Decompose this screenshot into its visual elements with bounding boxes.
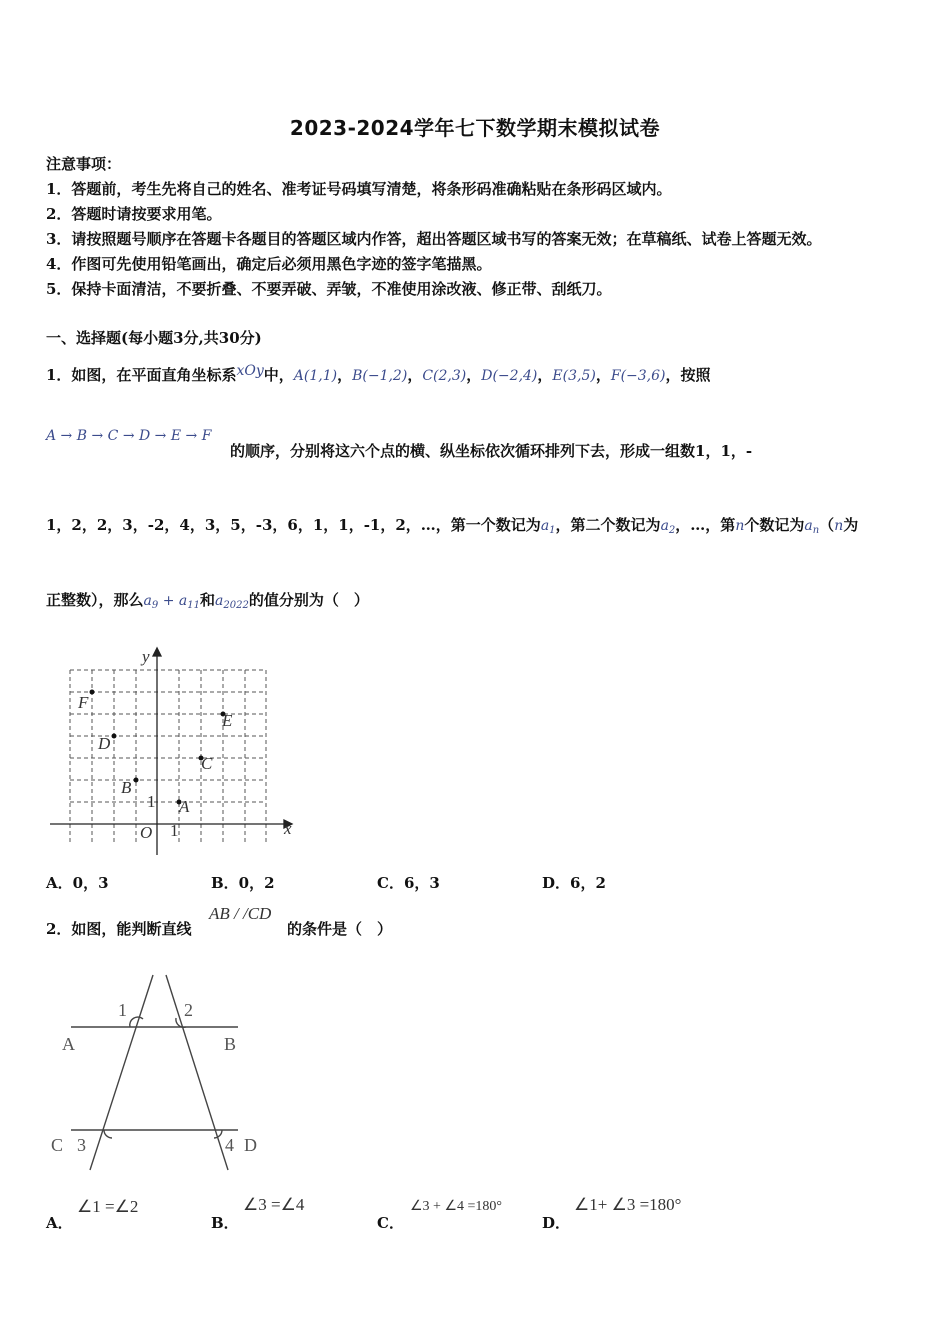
y-axis-arrow-icon bbox=[153, 648, 161, 656]
note-item: 3．请按照题号顺序在答题卡各题目的答题区域内作答，超出答题区域书写的答案无效；在草稿纸、试卷上答题无效。 bbox=[46, 230, 822, 248]
q1-a2-sub: 2 bbox=[668, 525, 676, 536]
q1-text: 个数记为 bbox=[744, 516, 805, 534]
q1-sep: ， bbox=[595, 366, 611, 384]
q1-coordinate-figure bbox=[40, 640, 310, 865]
label-F: F bbox=[78, 693, 89, 712]
label-D: D bbox=[98, 734, 111, 753]
q1-a11-sub: 11 bbox=[187, 600, 200, 611]
q1-n: n bbox=[834, 518, 844, 534]
q1-line-3 bbox=[46, 514, 858, 536]
q2-line-1: 2．如图，能判断直线 bbox=[46, 920, 192, 938]
angle-4-label: 4 bbox=[225, 1135, 234, 1155]
q2-expression: AB / /CD bbox=[209, 904, 272, 923]
label-C: C bbox=[201, 754, 213, 773]
x-axis-label: x bbox=[284, 819, 292, 838]
q2-option-d-expr: ∠1+ ∠3 =180° bbox=[574, 1195, 682, 1214]
q1-option-d[interactable]: D．6，2 bbox=[542, 874, 606, 892]
x-unit-label: 1 bbox=[170, 821, 179, 840]
section-heading: 一、选择题(每小题3分,共30分) bbox=[46, 329, 262, 347]
q2-option-c[interactable]: C． bbox=[377, 1214, 404, 1232]
q1-sep: ， bbox=[537, 366, 553, 384]
point-F bbox=[90, 690, 95, 695]
q1-line-4 bbox=[46, 589, 369, 611]
label-D: D bbox=[244, 1135, 257, 1155]
q1-option-c[interactable]: C．6，3 bbox=[377, 874, 440, 892]
q1-order-sequence: A → B → C → D → E → F bbox=[46, 428, 212, 444]
q1-a1: a bbox=[540, 518, 550, 534]
q2-option-c-expr: ∠3 + ∠4 =180° bbox=[410, 1199, 502, 1214]
q1-a9: a bbox=[143, 593, 152, 609]
q1-xoy: xOy bbox=[236, 363, 264, 379]
notes-heading: 注意事项： bbox=[46, 155, 122, 173]
page-title: 2023-2024学年七下数学期末模拟试卷 bbox=[289, 116, 661, 140]
q1-n: n bbox=[735, 518, 745, 534]
q2-option-d[interactable]: D． bbox=[542, 1214, 571, 1232]
note-item: 4．作图可先使用铅笔画出，确定后必须用黑色字迹的签字笔描黑。 bbox=[46, 255, 492, 273]
note-item: 1．答题前，考生先将自己的姓名、准考证号码填写清楚，将条形码准确粘贴在条形码区域内。 bbox=[46, 180, 672, 198]
transversal-right bbox=[166, 975, 228, 1170]
q1-point: F(−3,6) bbox=[610, 368, 666, 384]
q1-text: （ bbox=[819, 516, 835, 534]
q2-option-b-expr: ∠3 =∠4 bbox=[243, 1195, 305, 1214]
q1-point: E(3,5) bbox=[552, 368, 596, 384]
label-C: C bbox=[51, 1135, 64, 1155]
q1-text: 和 bbox=[199, 591, 215, 609]
q1-an-sub: n bbox=[812, 525, 820, 536]
q2-parallel-lines-figure bbox=[46, 970, 271, 1175]
q2-option-a-expr: ∠1 =∠2 bbox=[77, 1197, 139, 1216]
label-B: B bbox=[224, 1034, 237, 1054]
q1-an: a bbox=[804, 518, 813, 534]
q1-a1-sub: 1 bbox=[549, 525, 556, 536]
label-A: A bbox=[179, 797, 190, 816]
q1-a9-sub: 9 bbox=[151, 600, 159, 611]
q1-point: A(1,1) bbox=[293, 368, 338, 384]
label-E: E bbox=[222, 711, 233, 730]
q1-a2022-sub: 2022 bbox=[223, 600, 249, 611]
angle-3-label: 3 bbox=[77, 1135, 86, 1155]
q1-sep: ， bbox=[466, 366, 482, 384]
angle-2-label: 2 bbox=[184, 1000, 193, 1020]
point-D bbox=[112, 734, 117, 739]
q1-option-b[interactable]: B．0，2 bbox=[211, 874, 275, 892]
q1-line-2: 的顺序，分别将这六个点的横、纵坐标依次循环排列下去，形成一组数1，1，- bbox=[230, 442, 753, 460]
q1-text: 正整数），那么 bbox=[46, 591, 144, 609]
q1-text: ，按照 bbox=[665, 366, 711, 384]
q2-option-a[interactable]: A． bbox=[46, 1214, 73, 1232]
q1-plus: + bbox=[158, 593, 179, 609]
q1-line-1 bbox=[46, 363, 711, 385]
q1-a11: a bbox=[178, 593, 188, 609]
q1-text: 中， bbox=[263, 366, 294, 384]
label-B: B bbox=[121, 778, 132, 797]
q1-grid bbox=[70, 670, 266, 845]
q2-line-1-end: 的条件是（ ） bbox=[287, 920, 393, 938]
angle-1-label: 1 bbox=[118, 1000, 127, 1020]
q1-point: D(−2,4) bbox=[481, 368, 538, 384]
q1-sep: ， bbox=[407, 366, 423, 384]
q1-sep: ， bbox=[337, 366, 353, 384]
point-B bbox=[134, 778, 139, 783]
note-item: 5．保持卡面清洁，不要折叠、不要弄破、弄皱，不准使用涂改液、修正带、刮纸刀。 bbox=[46, 280, 612, 298]
angle-3-arc bbox=[104, 1130, 112, 1138]
q1-point: B(−1,2) bbox=[352, 368, 408, 384]
q1-a2022: a bbox=[215, 593, 224, 609]
note-item: 2．答题时请按要求用笔。 bbox=[46, 205, 222, 223]
q1-text: 为 bbox=[843, 516, 859, 534]
q1-text: 1．如图，在平面直角坐标系 bbox=[46, 366, 237, 384]
q1-text: 的值分别为（ ） bbox=[248, 591, 369, 609]
y-axis-label: y bbox=[142, 647, 150, 666]
y-unit-label: 1 bbox=[147, 792, 156, 811]
q2-option-b[interactable]: B． bbox=[211, 1214, 239, 1232]
q1-text: 1，2，2，3，-2，4，3，5，-3，6，1，1，-1，2，…，第一个数记为 bbox=[46, 516, 541, 534]
q1-text: ，…，第 bbox=[675, 516, 736, 534]
q1-text: ，第二个数记为 bbox=[555, 516, 661, 534]
origin-label: O bbox=[140, 823, 153, 842]
q1-option-a[interactable]: A．0，3 bbox=[46, 874, 109, 892]
label-A: A bbox=[62, 1034, 75, 1054]
q1-point: C(2,3) bbox=[422, 368, 467, 384]
q1-a2: a bbox=[660, 518, 669, 534]
